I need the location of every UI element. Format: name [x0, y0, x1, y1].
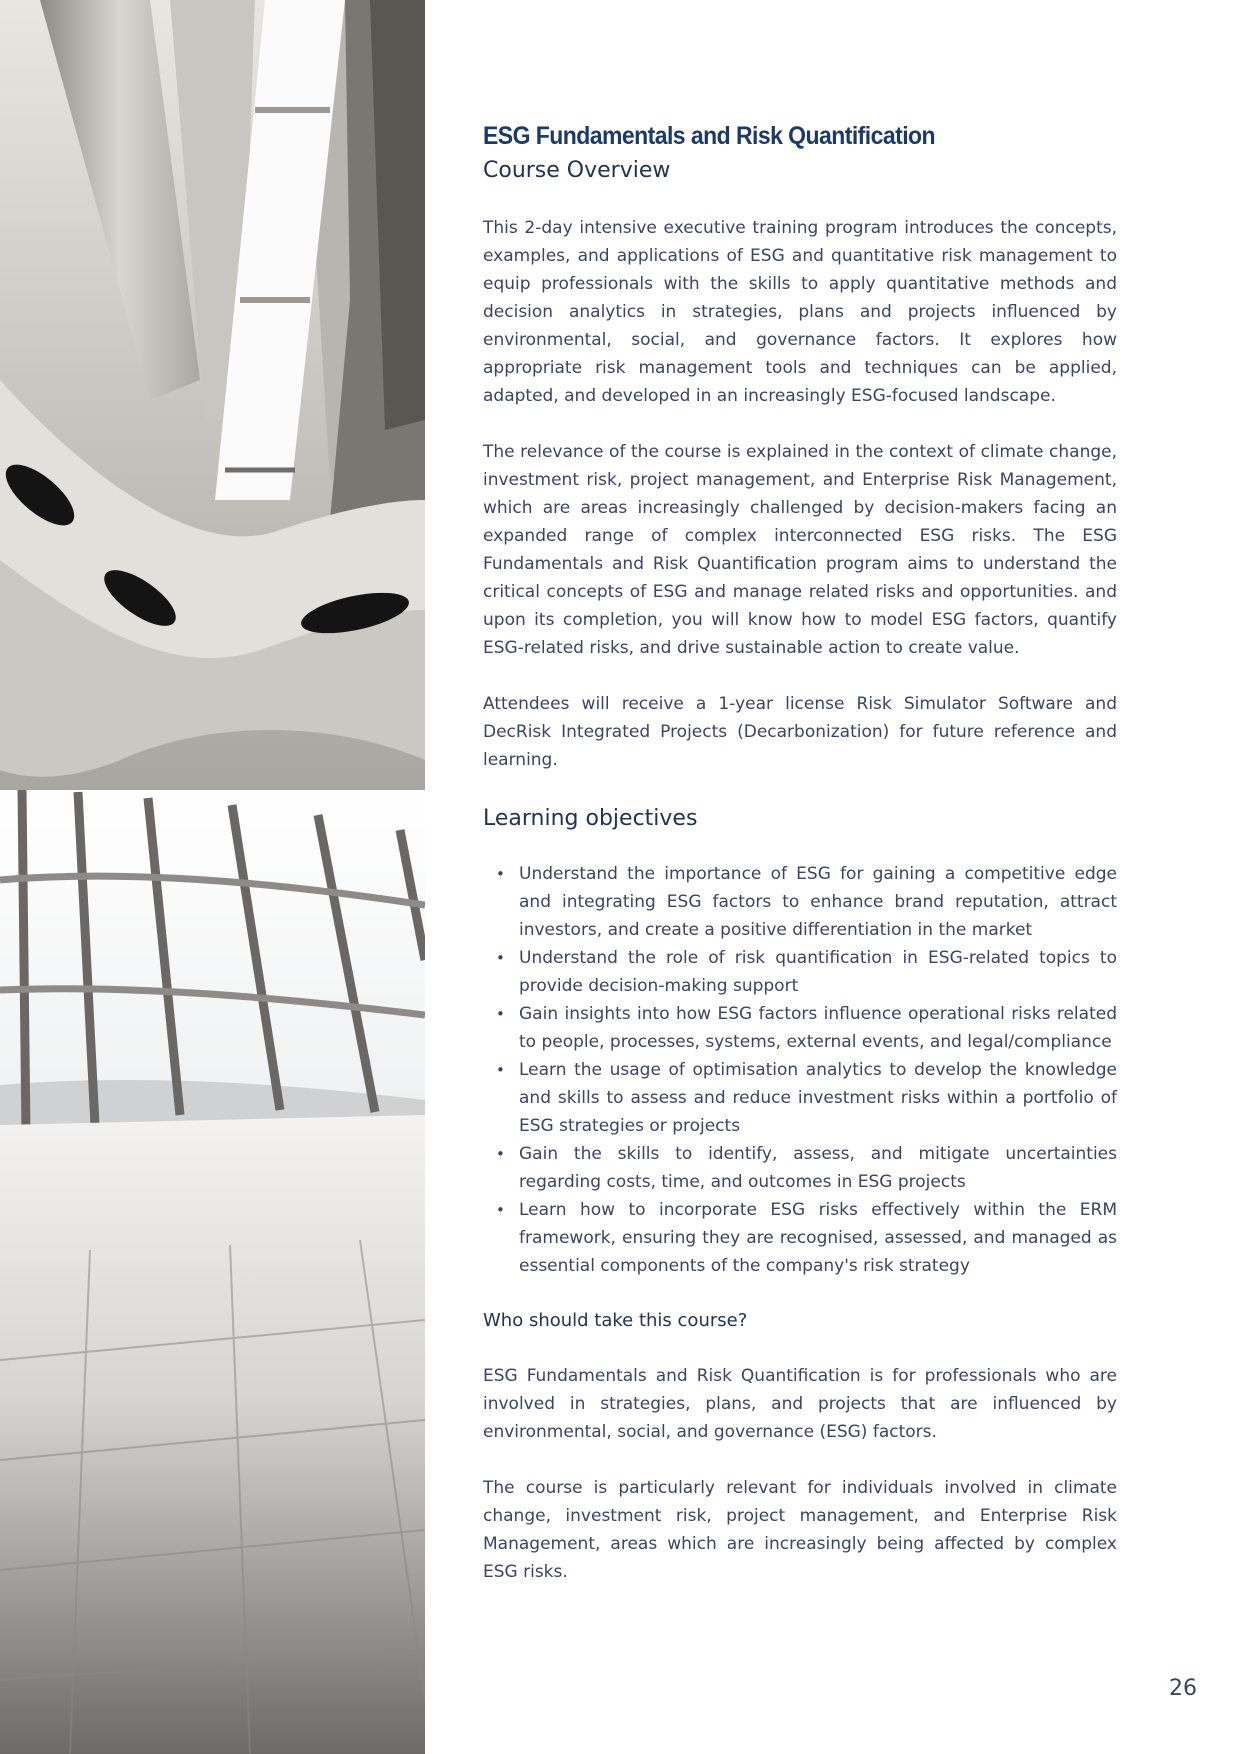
list-item — [483, 1000, 1117, 1056]
bullet-icon: • — [496, 1201, 505, 1219]
page-title: ESG Fundamentals and Risk Quantification — [483, 122, 936, 150]
list-item — [483, 944, 1117, 1000]
learning-objectives-heading: Learning objectives — [483, 806, 698, 831]
objective-text: Gain insights into how ESG factors influence operational risks related to people, processes, systems, external events, and legal/compliance — [519, 1004, 1117, 1052]
learning-objectives-list — [483, 860, 1117, 1280]
list-item — [483, 1140, 1117, 1196]
audience-paragraph-1: ESG Fundamentals and Risk Quantification is for professionals who are involved in strategies, plans, and projects that are influenced by environmental, social, and governance (ESG) factors. — [483, 1366, 1117, 1442]
bullet-icon: • — [496, 1061, 505, 1079]
list-item — [483, 860, 1117, 944]
objective-text: Understand the importance of ESG for gaining a competitive edge and integrating ESG factors to enhance brand reputation, attract investors, and create a positive differentiation in the market — [519, 864, 1117, 940]
list-item — [483, 1196, 1117, 1280]
overview-paragraph-2: The relevance of the course is explained in the context of climate change, investment risk, project management, and Enterprise Risk Management, which are areas increasingly challenged by decision-makers facing an expanded range of complex interconnected ESG risks. The ESG Fundamentals and Risk Quantification program aims to understand the critical concepts of ESG and manage related risks and opportunities. and upon its completion, you will know how to model ESG factors, quantify ESG-related risks, and drive sustainable action to create value. — [483, 442, 1117, 658]
architecture-photo — [0, 0, 425, 1754]
objective-text: Learn the usage of optimisation analytics to develop the knowledge and skills to assess and reduce investment risks within a portfolio of ESG strategies or projects — [519, 1060, 1117, 1136]
overview-paragraph-1: This 2-day intensive executive training program introduces the concepts, examples, and applications of ESG and quantitative risk management to equip professionals with the skills to apply quantitative methods and decision analytics in strategies, plans and projects influenced by environmental, social, and governance factors. It explores how appropriate risk management tools and techniques can be applied, adapted, and developed in an increasingly ESG-focused landscape. — [483, 218, 1117, 406]
content-column — [483, 118, 1117, 1614]
bullet-icon: • — [496, 949, 505, 967]
objective-text: Learn how to incorporate ESG risks effectively within the ERM framework, ensuring they are recognised, assessed, and managed as essential components of the company's risk strategy — [519, 1200, 1117, 1276]
list-item — [483, 1056, 1117, 1140]
objective-text: Gain the skills to identify, assess, and mitigate uncertainties regarding costs, time, and outcomes in ESG projects — [519, 1144, 1117, 1192]
audience-paragraph-2: The course is particularly relevant for individuals involved in climate change, investment risk, project management, and Enterprise Risk Management, areas which are increasingly being affected by complex ESG risks. — [483, 1478, 1117, 1582]
bullet-icon: • — [496, 1145, 505, 1163]
page-number: 26 — [1169, 1676, 1197, 1701]
who-should-take-heading: Who should take this course? — [483, 1310, 748, 1331]
bullet-icon: • — [496, 865, 505, 883]
bullet-icon: • — [496, 1005, 505, 1023]
course-overview-heading: Course Overview — [483, 158, 671, 183]
overview-paragraph-3: Attendees will receive a 1-year license Risk Simulator Software and DecRisk Integrated Projects (Decarbonization) for future reference and learning. — [483, 694, 1117, 770]
objective-text: Understand the role of risk quantification in ESG-related topics to provide decision-making support — [519, 948, 1117, 996]
